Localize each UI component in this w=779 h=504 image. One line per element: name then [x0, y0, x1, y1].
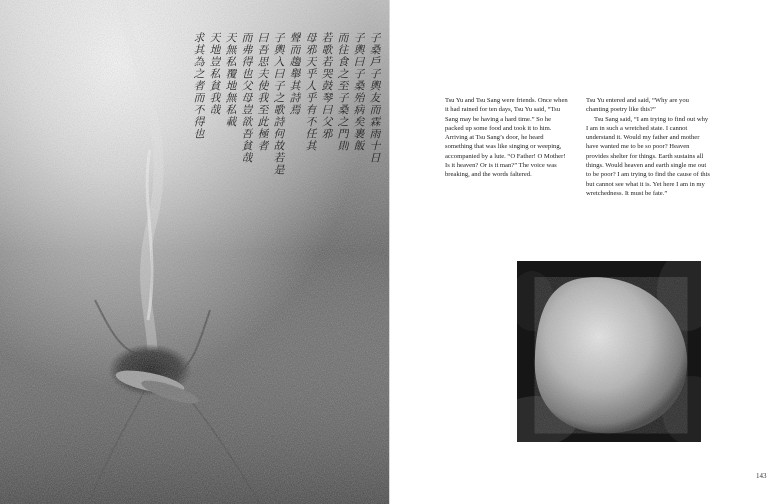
calligraphy-column: 母邪天乎人乎有不任其 [304, 32, 317, 152]
paragraph: Tsu Yu and Tsu Sang were friends. Once when it had rained for ten days, Tsu Yu said, “Tsu Sang may be having a hard time.” So he packed up some food and took it to him. Arriving at Tsu Sang’s door, he heard something that was like singing or weeping, accompanied by a lute. “O Father! O Mother! Is it heaven? Or is it man?” The voice was breaking, and the words faltered. [445, 97, 568, 179]
calligraphy-column: 求其為之者而不得也 [192, 32, 205, 140]
stone-photograph [517, 261, 701, 442]
calligraphy-column: 天無私覆地無私載 [224, 32, 237, 128]
calligraphy-column: 子桑戶子輿友而霖雨十日 [368, 32, 381, 164]
left-page [0, 0, 389, 504]
calligraphy-column: 曰吾思夫使我至此極者 [256, 32, 269, 152]
right-page [390, 0, 779, 504]
text-column-right [586, 96, 711, 198]
calligraphy-column: 若歌若哭鼓琴曰父邪 [320, 32, 333, 140]
calligraphy-column: 子輿曰子桑殆病矣裹飯 [352, 32, 365, 152]
calligraphy-column: 天地豈私貧我哉 [208, 32, 221, 116]
paragraph: Tsu Yu entered and said, “Why are you chanting poetry like this?” [586, 97, 689, 114]
page-number: 143 [756, 472, 767, 480]
calligraphy-column: 而弗得也父母豈欲吾貧哉 [240, 32, 253, 164]
calligraphy-column: 子輿入曰子之歌詩何故若是 [272, 32, 285, 176]
paragraph: Tsu Sang said, “I am trying to find out why I am in such a wretched state. I cannot understand it. Would my father and mother have wanted me to be so poor? Heaven provides shelter for things. Earth sustains all things. Would heaven and earth single me out to be poor? I am trying to find the cause of this but cannot see what it is. Yet here I am in my wretchedness. It must be fate.” [586, 115, 710, 197]
calligraphy-inscription [192, 32, 381, 332]
calligraphy-column: 而往食之至子桑之門則 [336, 32, 349, 152]
text-column-left [445, 96, 570, 180]
calligraphy-column: 聲而趨舉其詩焉 [288, 32, 301, 116]
